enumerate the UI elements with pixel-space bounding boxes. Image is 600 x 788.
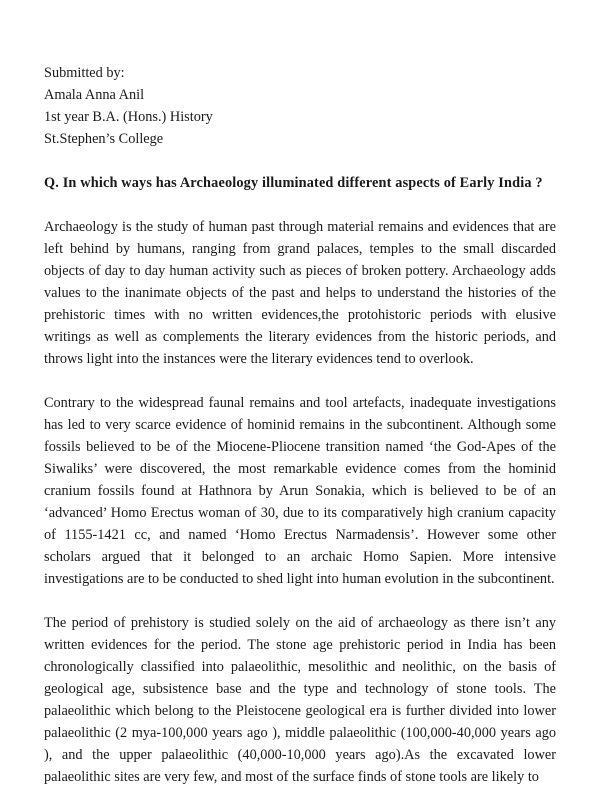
header-line-submitted-by: Submitted by:	[44, 65, 125, 81]
submission-header	[44, 62, 556, 150]
body-paragraph-1: Archaeology is the study of human past through material remains and evidences that are left behind by humans, ranging from grand palaces, temples to the small discarded objects of day to day human activity such as pieces of broken pottery. Archaeology adds values to the inanimate objects of the past and helps to understand the histories of the prehistoric times with no written evidences,the protohistoric periods with elusive writings as well as complements the literary evidences from the historic periods, and throws light into the instances were the literary evidences tend to overlook.	[44, 219, 556, 367]
header-line-author-name: Amala Anna Anil	[44, 87, 145, 103]
header-line-college: St.Stephen’s College	[44, 131, 164, 147]
body-paragraph-3: The period of prehistory is studied solely on the aid of archaeology as there isn’t any written evidences for the period. The stone age prehistoric period in India has been chronologically classified into palaeolithic, mesolithic and neolithic, on the basis of geological age, subsistence base and the type and technology of stone tools. The palaeolithic which belong to the Pleistocene geological era is further divided into lower palaeolithic (2 mya-100,000 years ago ), middle palaeolithic (100,000-40,000 years ago ), and the upper palaeolithic (40,000-10,000 years ago).As the excavated lower palaeolithic sites are very few, and most of the surface finds of stone tools are likely to	[44, 615, 556, 785]
essay-question-heading: Q. In which ways has Archaeology illuminated different aspects of Early India ?	[44, 175, 543, 191]
body-paragraph-2: Contrary to the widespread faunal remains and tool artefacts, inadequate investigations has led to very scarce evidence of hominid remains in the subcontinent. Although some fossils believed to be of the Miocene-Pliocene transition named ‘the God-Apes of the Siwaliks’ were discovered, the most remarkable evidence comes from the hominid cranium fossils found at Hathnora by Arun Sonakia, which is believed to be of an ‘advanced’ Homo Erectus woman of 30, due to its comparatively high cranium capacity of 1155-1421 cc, and named ‘Homo Erectus Narmadensis’. However some other scholars argued that it belonged to an archaic Homo Sapien. More intensive investigations are to be conducted to shed light into human evolution in the subcontinent.	[44, 395, 556, 587]
header-line-course: 1st year B.A. (Hons.) History	[44, 109, 213, 125]
